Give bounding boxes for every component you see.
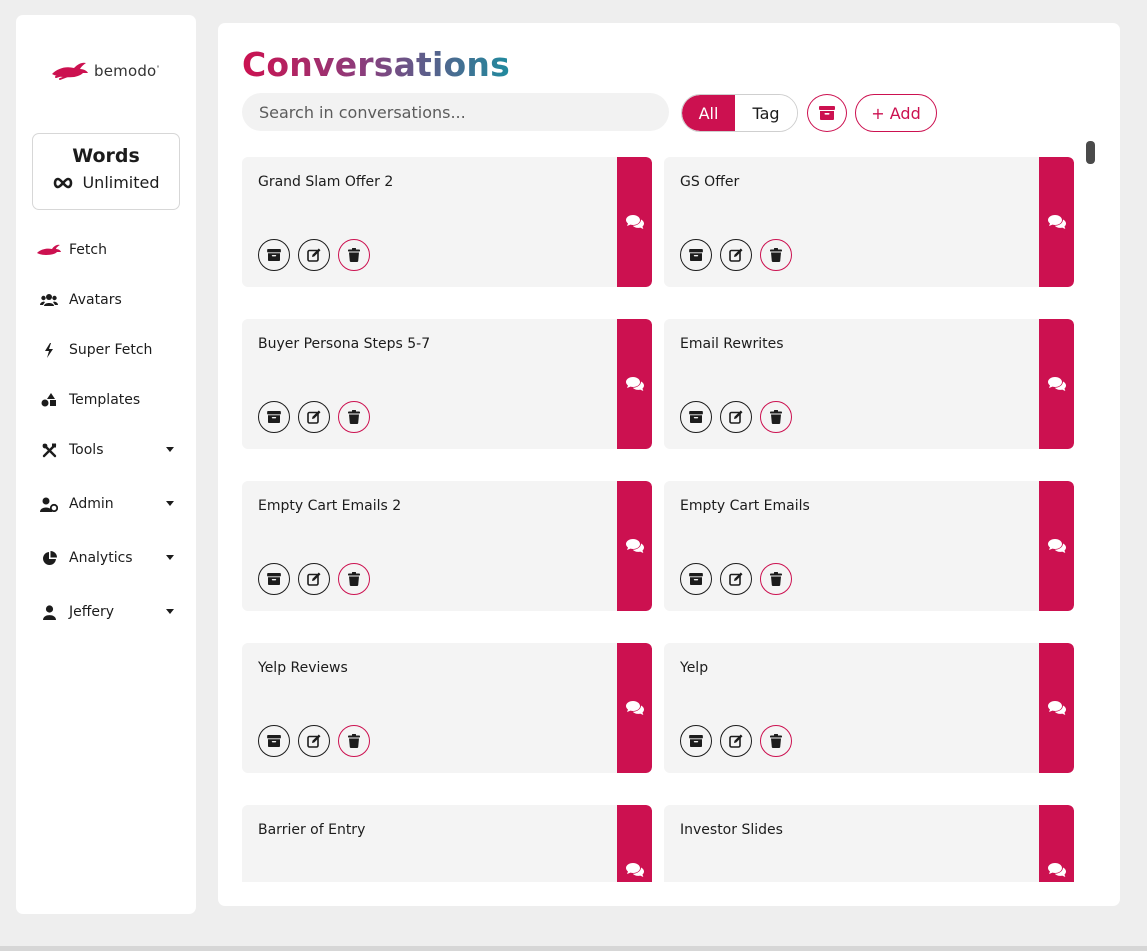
sidebar-item-label: Admin <box>69 496 114 512</box>
trash-icon <box>348 572 360 586</box>
archive-icon <box>689 249 703 261</box>
sidebar-item-label: Avatars <box>69 292 122 308</box>
trash-icon <box>770 734 782 748</box>
trash-icon <box>770 572 782 586</box>
sidebar-item-label: Jeffery <box>69 604 115 620</box>
sidebar-item-tools[interactable] <box>36 435 186 465</box>
open-chat-button[interactable] <box>1039 157 1074 287</box>
sidebar-item-label: Templates <box>69 392 141 408</box>
edit-button[interactable] <box>298 401 330 433</box>
edit-button[interactable] <box>298 725 330 757</box>
conversation-title[interactable]: Email Rewrites <box>680 336 784 352</box>
open-chat-button[interactable] <box>617 319 652 449</box>
filter-all-button[interactable]: All <box>682 95 735 131</box>
edit-button[interactable] <box>720 725 752 757</box>
edit-icon <box>729 410 743 424</box>
open-chat-button[interactable] <box>617 481 652 611</box>
edit-button[interactable] <box>720 401 752 433</box>
archive-icon <box>689 573 703 585</box>
brand-name: bemodo° <box>94 62 160 80</box>
conversation-card[interactable] <box>664 157 1074 287</box>
conversation-title[interactable]: Yelp Reviews <box>258 660 348 676</box>
tools-icon <box>36 441 62 459</box>
conversation-title[interactable]: Investor Slides <box>680 822 783 838</box>
infinity-icon <box>52 177 74 189</box>
archive-icon <box>819 106 835 120</box>
conversation-card[interactable] <box>242 319 652 449</box>
delete-button[interactable] <box>338 239 370 271</box>
rabbit-logo-icon <box>50 60 90 82</box>
conversation-title[interactable]: GS Offer <box>680 174 740 190</box>
comments-icon <box>626 863 644 877</box>
edit-icon <box>307 572 321 586</box>
sidebar-item-admin[interactable] <box>36 489 186 519</box>
scrollbar-thumb[interactable] <box>1086 141 1095 164</box>
user-gear-icon <box>36 495 62 513</box>
delete-button[interactable] <box>760 239 792 271</box>
conversation-title[interactable]: Buyer Persona Steps 5-7 <box>258 336 431 352</box>
edit-button[interactable] <box>298 239 330 271</box>
sidebar-item-analytics[interactable] <box>36 543 186 573</box>
filter-tag-button[interactable]: Tag <box>735 95 797 131</box>
sidebar-item-label: Fetch <box>69 242 107 258</box>
words-title: Words <box>72 145 140 167</box>
words-value-row <box>33 173 179 192</box>
edit-icon <box>729 572 743 586</box>
open-chat-button[interactable] <box>617 157 652 287</box>
edit-icon <box>307 734 321 748</box>
archive-icon <box>689 411 703 423</box>
edit-icon <box>729 248 743 262</box>
comments-icon <box>1048 377 1066 391</box>
comments-icon <box>626 377 644 391</box>
conversation-card[interactable] <box>664 481 1074 611</box>
conversation-card[interactable] <box>242 481 652 611</box>
delete-button[interactable] <box>338 725 370 757</box>
words-value: Unlimited <box>82 173 160 192</box>
conversation-card[interactable] <box>664 805 1074 882</box>
words-quota <box>32 133 180 210</box>
archive-button[interactable] <box>258 725 290 757</box>
sidebar-item-profile[interactable] <box>36 597 186 627</box>
comments-icon <box>1048 539 1066 553</box>
open-chat-button[interactable] <box>1039 319 1074 449</box>
sidebar <box>16 15 196 914</box>
conversation-title[interactable]: Yelp <box>680 660 709 676</box>
delete-button[interactable] <box>338 563 370 595</box>
archive-icon <box>267 411 281 423</box>
archive-button[interactable] <box>680 725 712 757</box>
edit-button[interactable] <box>720 563 752 595</box>
delete-button[interactable] <box>338 401 370 433</box>
conversation-actions <box>258 401 370 433</box>
open-chat-button[interactable] <box>617 805 652 882</box>
archive-button[interactable] <box>258 563 290 595</box>
shapes-icon <box>36 391 62 409</box>
search-input[interactable] <box>242 93 669 131</box>
archive-button[interactable] <box>258 239 290 271</box>
comments-icon <box>1048 701 1066 715</box>
conversation-grid <box>242 157 1074 882</box>
archive-button[interactable] <box>680 563 712 595</box>
conversation-title[interactable]: Empty Cart Emails <box>680 498 810 514</box>
conversation-actions <box>680 725 792 757</box>
sidebar-item-super-fetch[interactable] <box>36 335 186 365</box>
window-bottom-edge <box>0 946 1147 951</box>
trash-icon <box>348 410 360 424</box>
sidebar-item-label: Tools <box>69 442 104 458</box>
conversation-card[interactable] <box>242 643 652 773</box>
sidebar-item-label: Analytics <box>69 550 133 566</box>
filter-toggle <box>681 94 798 132</box>
conversation-card[interactable] <box>664 319 1074 449</box>
page-title: Conversations <box>242 45 510 84</box>
edit-icon <box>729 734 743 748</box>
comments-icon <box>1048 215 1066 229</box>
delete-button[interactable] <box>760 725 792 757</box>
pie-chart-icon <box>36 549 62 567</box>
archive-icon <box>267 735 281 747</box>
comments-icon <box>626 539 644 553</box>
archive-icon <box>267 573 281 585</box>
conversation-actions <box>680 401 792 433</box>
open-chat-button[interactable] <box>1039 805 1074 882</box>
conversation-actions <box>680 239 792 271</box>
delete-button[interactable] <box>760 401 792 433</box>
conversation-card[interactable] <box>242 157 652 287</box>
conversation-actions <box>258 725 370 757</box>
conversation-title[interactable]: Empty Cart Emails 2 <box>258 498 402 514</box>
comments-icon <box>626 701 644 715</box>
archive-button[interactable] <box>680 239 712 271</box>
archived-filter-button[interactable] <box>807 94 847 132</box>
add-conversation-button[interactable]: + Add <box>855 94 937 132</box>
trash-icon <box>770 248 782 262</box>
chevron-down-icon <box>166 501 174 506</box>
open-chat-button[interactable] <box>617 643 652 773</box>
main-panel <box>218 23 1120 906</box>
conversation-actions <box>680 563 792 595</box>
users-icon <box>36 291 62 309</box>
conversation-actions <box>258 563 370 595</box>
conversation-title[interactable]: Barrier of Entry <box>258 822 366 838</box>
conversation-card[interactable] <box>664 643 1074 773</box>
sidebar-item-templates[interactable] <box>36 385 186 415</box>
trash-icon <box>348 248 360 262</box>
brand-logo[interactable] <box>50 57 160 85</box>
trash-icon <box>348 734 360 748</box>
chevron-down-icon <box>166 609 174 614</box>
open-chat-button[interactable] <box>1039 481 1074 611</box>
chevron-down-icon <box>166 555 174 560</box>
open-chat-button[interactable] <box>1039 643 1074 773</box>
chevron-down-icon <box>166 447 174 452</box>
archive-button[interactable] <box>680 401 712 433</box>
comments-icon <box>1048 863 1066 877</box>
conversation-title[interactable]: Grand Slam Offer 2 <box>258 174 394 190</box>
delete-button[interactable] <box>760 563 792 595</box>
comments-icon <box>626 215 644 229</box>
edit-icon <box>307 248 321 262</box>
sidebar-item-label: Super Fetch <box>69 342 153 358</box>
edit-button[interactable] <box>298 563 330 595</box>
sidebar-item-fetch[interactable] <box>36 235 186 265</box>
trash-icon <box>770 410 782 424</box>
rabbit-icon <box>36 241 62 259</box>
archive-icon <box>267 249 281 261</box>
user-icon <box>36 603 62 621</box>
conversation-actions <box>258 239 370 271</box>
edit-button[interactable] <box>720 239 752 271</box>
edit-icon <box>307 410 321 424</box>
archive-button[interactable] <box>258 401 290 433</box>
bolt-icon <box>36 341 62 359</box>
archive-icon <box>689 735 703 747</box>
sidebar-item-avatars[interactable] <box>36 285 186 315</box>
conversation-card[interactable] <box>242 805 652 882</box>
